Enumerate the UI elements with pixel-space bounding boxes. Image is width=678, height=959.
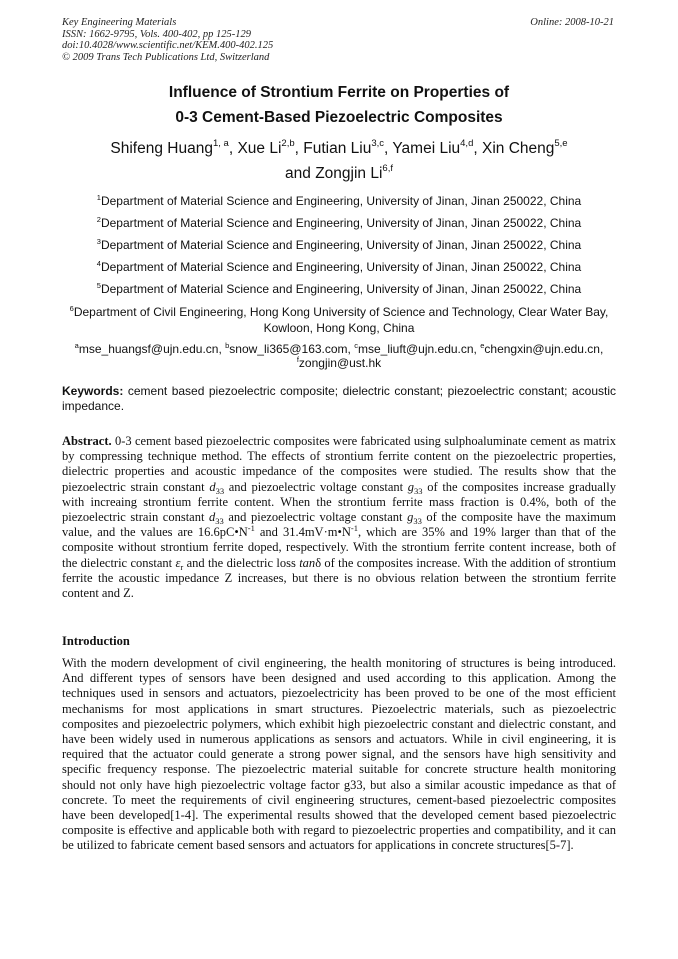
symbol-d: d <box>209 510 216 525</box>
abstract-text: and piezoelectric voltage constant <box>224 479 408 494</box>
affiliation-mark: 4 <box>96 259 101 268</box>
email-link[interactable]: mse_liuft@ujn.edu.cn <box>357 342 474 356</box>
title-line-1: Influence of Strontium Ferrite on Properties of <box>168 84 510 101</box>
email-mark: e <box>480 341 485 350</box>
author-name: Xin Cheng <box>481 140 555 157</box>
affiliation-mark: 6 <box>69 304 74 313</box>
email-link[interactable]: mse_huangsf@ujn.edu.cn <box>78 342 219 356</box>
affiliation-mark: 2 <box>96 215 101 224</box>
affiliation-mark: 1 <box>96 193 101 202</box>
affiliation-text: Department of Material Science and Engineering, University of Jinan, Jinan 250022, China <box>100 238 582 252</box>
author-affil-mark: 6,f <box>382 163 393 174</box>
author-name: Shifeng Huang <box>110 140 213 157</box>
journal-header <box>62 17 273 63</box>
symbol-tan: tan <box>299 555 316 570</box>
email-mark: c <box>354 341 358 350</box>
symbol-g: g <box>407 510 414 525</box>
abstract-text: and 31.4mV·m•N <box>254 525 351 540</box>
section-heading-introduction: Introduction <box>62 634 130 648</box>
symbol-d: d <box>209 479 216 494</box>
affiliation-text: Department of Material Science and Engineering, University of Jinan, Jinan 250022, China <box>100 260 582 274</box>
superscript: -1 <box>350 523 358 534</box>
online-date: Online: 2008-10-21 <box>530 17 614 28</box>
abstract-text: and the dielectric loss <box>183 555 300 570</box>
doi-line[interactable]: doi:10.4028/www.scientific.net/KEM.400-402.125 <box>62 40 274 51</box>
email-link[interactable]: zongjin@ust.hk <box>298 356 382 370</box>
author-separator: , <box>384 140 393 157</box>
affiliation-list <box>62 190 616 370</box>
author-line-1 <box>40 136 638 161</box>
abstract-text: of the composites increase. With the addition of strontium ferrite the acoustic impedance Z increases, but there is no obvious relation between the strontium ferrite content and Z. <box>62 555 616 601</box>
affiliation-text: Department of Civil Engineering, Hong Kong University of Science and Technology, Clear Water Bay, Kowloon, Hong Kong, China <box>73 305 609 335</box>
author-name: Yamei Liu <box>392 140 461 157</box>
abstract-text: of the composites increase gradually with increaing strontium ferrite content. When the strontium ferrite mass fraction is 0.4%, both of the piezoelectric strain constant <box>62 479 617 525</box>
affiliation-text: Department of Material Science and Engineering, University of Jinan, Jinan 250022, China <box>100 194 582 208</box>
journal-name: Key Engineering Materials <box>62 17 177 28</box>
abstract-text: of the composite have the maximum value, and the values are 16.6pC•N <box>62 510 616 540</box>
introduction-text: With the modern development of civil engineering, the health monitoring of structures is being introduced. And different types of sensors have been designed and used according to this application. Among the techniques used in sensors and actuators, piezoelectricity has been proved to be one of the most efficient mechanisms for most applications in smart structures. Piezoelectric materials, such as piezoelectric composites and piezoelectric polymers, which exhibit high piezoelectric constant and dielectric constant, and have been widely used in numerous applications as sensors and actuators. While in civil engineering, it is required that the actuator could generate a strong power signal, and the sensors have high sensitivity and specific frequency response. The piezoelectric material suitable for concrete structure health monitoring should not only have high piezoelectric voltage factor g33, but also a similar acoustic impedance as that of concrete. To meet the requirements of civil engineering structures, cement-based piezoelectric composites have been developed[1-4]. The experimental results showed that the developed cement based piezoelectric composite is effective and applicable both with regard to piezoelectric properties and compatibility, and it can be utilized to fabricate cement based sensors and actuators for applications in concrete structures[5-7]. <box>62 656 616 853</box>
author-affil-mark: 1, a <box>212 138 229 149</box>
title-line-2: 0-3 Cement-Based Piezoelectric Composites <box>175 109 503 126</box>
author-affil-mark: 2,b <box>281 138 295 149</box>
author-name: and Zongjin Li <box>285 165 383 182</box>
email-link[interactable]: chengxin@ujn.edu.cn <box>484 342 600 356</box>
email-link[interactable]: snow_li365@163.com <box>229 342 348 356</box>
abstract-text: and piezoelectric voltage constant <box>223 510 408 525</box>
keywords-block <box>62 384 616 414</box>
subscript: 33 <box>414 485 423 496</box>
superscript: -1 <box>247 523 255 534</box>
affiliation <box>62 190 616 212</box>
author-list <box>40 136 638 186</box>
subscript: 33 <box>215 485 225 496</box>
affiliation <box>62 256 616 278</box>
issn-line: ISSN: 1662-9795, Vols. 400-402, pp 125-129 <box>62 28 251 40</box>
affiliation-text: Department of Material Science and Engineering, University of Jinan, Jinan 250022, China <box>100 216 582 230</box>
keywords-text: cement based piezoelectric composite; dielectric constant; piezoelectric constant; acoustic impedance. <box>62 384 616 413</box>
copyright-line: © 2009 Trans Tech Publications Ltd, Switzerland <box>62 51 270 63</box>
email-mark: f <box>296 355 299 364</box>
affiliation <box>62 212 616 234</box>
author-name: Futian Liu <box>303 140 372 157</box>
email-mark: b <box>225 341 230 350</box>
abstract-text: , which are 35% and 19% larger than that of the composite without strontium ferrite doped, respectively. With the strontium ferrite content increase, both of the dielectric constant <box>62 525 616 570</box>
abstract-text: 0-3 cement based piezoelectric composites were fabricated using sulphoaluminate cement as matrix by compressing technique method. The effects of strontium ferrite content on the piezoelectric properties, dielectric properties and acoustic impedance of the composites were studied. The results show that the piezoelectric strain constant <box>62 434 617 494</box>
author-name: Xue Li <box>237 140 282 157</box>
affiliation-mark: 5 <box>96 281 101 290</box>
author-affil-mark: 4,d <box>460 138 474 149</box>
affiliation-text: Department of Material Science and Engineering, University of Jinan, Jinan 250022, China <box>100 282 582 296</box>
symbol-delta: δ <box>315 555 322 570</box>
symbol-g: g <box>407 479 415 494</box>
affiliation <box>62 304 616 336</box>
affiliation-mark: 3 <box>96 237 101 246</box>
abstract-label: Abstract. <box>62 434 112 448</box>
email-list: $^a$mse_huangsf@ujn.edu.cn, $^b$snow_li365@163.com, $^c$mse_liuft@ujn.edu.cn, $^e$chengxin@ujn.edu.cn, $^f$zongjin@ust.hk <box>74 341 604 370</box>
author-affil-mark: 3,c <box>371 138 385 149</box>
subscript: 33 <box>215 516 224 527</box>
author-line-2 <box>40 161 638 186</box>
symbol-epsilon: ε <box>175 555 181 570</box>
author-separator: , <box>294 140 304 157</box>
subscript: r <box>180 561 184 572</box>
author-separator: , <box>228 140 238 157</box>
author-separator: , <box>473 140 482 157</box>
abstract-block <box>62 434 616 601</box>
subscript: 33 <box>413 516 422 527</box>
affiliation <box>62 234 616 256</box>
email-mark: a <box>74 341 79 350</box>
affiliation <box>62 278 616 300</box>
author-affil-mark: 5,e <box>554 138 568 149</box>
paper-title <box>0 80 678 130</box>
keywords-label: Keywords: <box>62 384 124 398</box>
